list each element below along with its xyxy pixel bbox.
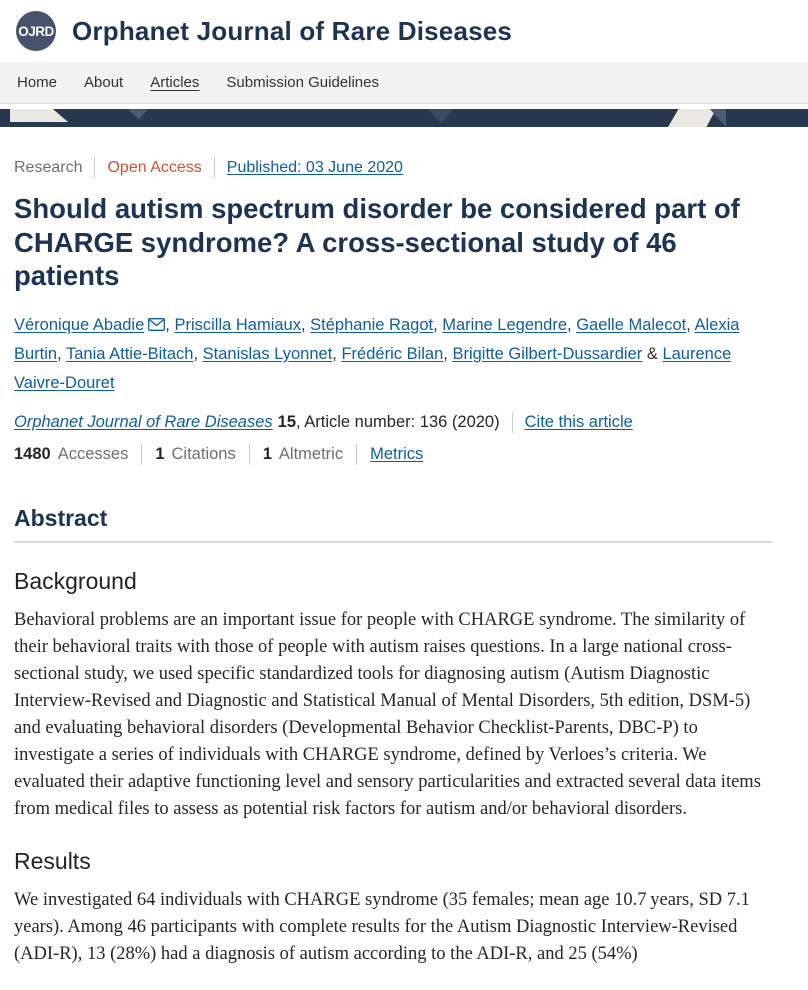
author-link[interactable]: Laurence Vaivre-Douret: [14, 344, 732, 392]
author-separator: ,: [193, 344, 203, 363]
background-paragraph: Behavioral problems are an important issue for people with CHARGE syndrome. The similarity of their behavioral traits with those of people with autism raises questions. In a large national cross-sectional study, we used specific standardized tools for diagnosing autism (Autism Diagnostic Interview-Revised and Diagnostic and Statistical Manual of Mental Disorders, 5th edition, DSM-5) and evaluating behavioral disorders (Developmental Behavior Checklist-Parents, DBC-P) to investigate a series of individuals with CHARGE syndrome, defined by Verloes’s criteria. We evaluated their adaptive functioning level and sensory particularities and extracted several data items from medical files to assess as potential risk factors for autism and/or behavioral disorders.: [14, 609, 761, 819]
divider: [249, 444, 250, 465]
metrics-line: [14, 444, 772, 465]
author-separator: ,: [686, 315, 695, 334]
author-link[interactable]: Priscilla Hamiaux: [174, 315, 301, 334]
journal-name-link[interactable]: Orphanet Journal of Rare Diseases: [14, 412, 273, 431]
citations-label: Citations: [171, 444, 236, 463]
banner-shape-light-right: [668, 109, 716, 127]
accesses-count: 1480: [14, 444, 51, 463]
author: [442, 316, 576, 334]
author: [66, 345, 203, 363]
abstract-heading: Abstract: [14, 504, 108, 531]
author: [14, 316, 174, 334]
author-separator: ,: [165, 315, 175, 334]
author-separator: ,: [443, 344, 453, 363]
journal-logo-text: OJRD: [18, 23, 54, 39]
divider: [512, 412, 513, 433]
author: [203, 345, 342, 363]
background-heading: Background: [14, 567, 137, 594]
author-separator: ,: [300, 315, 311, 334]
journal-logo[interactable]: [16, 11, 56, 51]
article-content: [0, 157, 808, 968]
author-link[interactable]: Brigitte Gilbert-Dussardier: [452, 344, 643, 363]
hero-banner: [0, 109, 808, 127]
citation-line: [14, 412, 772, 433]
author-link[interactable]: Frédéric Bilan: [341, 344, 444, 363]
open-access-label: Open Access: [107, 158, 202, 176]
author: [341, 345, 452, 363]
author-link[interactable]: Véronique Abadie: [14, 315, 145, 334]
banner-shape-light-left: [10, 109, 68, 122]
site-header: [0, 0, 808, 62]
nav-item-articles[interactable]: Articles: [150, 74, 200, 91]
metrics-link[interactable]: Metrics: [370, 444, 424, 463]
article-type-label: Research: [14, 158, 83, 176]
email-envelope-icon[interactable]: [148, 318, 165, 331]
author-link[interactable]: Tania Attie-Bitach: [65, 344, 194, 363]
author-separator: ,: [567, 315, 577, 334]
divider: [214, 157, 215, 178]
author: [452, 345, 662, 363]
author: [310, 316, 442, 334]
accesses-label: Accesses: [57, 444, 129, 463]
author-link[interactable]: Stéphanie Ragot: [310, 315, 434, 334]
abstract-divider: [14, 541, 772, 543]
author: [576, 316, 694, 334]
nav-item-submission-guidelines[interactable]: Submission Guidelines: [226, 74, 379, 91]
altmetric-count: 1: [262, 444, 272, 463]
nav-item-home[interactable]: Home: [17, 74, 58, 91]
cite-this-article-link[interactable]: Cite this article: [524, 412, 633, 431]
divider: [94, 157, 95, 178]
main-nav: [0, 62, 808, 104]
volume-number: 15: [277, 412, 296, 431]
journal-title: Orphanet Journal of Rare Diseases: [72, 15, 513, 46]
author: [174, 316, 310, 334]
article-number-text: , Article number: 136 (2020): [296, 412, 500, 431]
author-link[interactable]: Gaelle Malecot: [576, 315, 687, 334]
banner-shape-slate-triangle-2: [428, 109, 454, 123]
author-separator: ,: [433, 315, 443, 334]
results-paragraph: We investigated 64 individuals with CHARGE syndrome (35 females; mean age 10.7 years, SD 7.1 years). Among 46 participants with complete results for the Autism Diagnostic Interview-Revised (ADI-R), 13 (28%) had a diagnosis of autism according to the ADI-R, and 25 (54%): [14, 889, 754, 964]
author-link[interactable]: Marine Legendre: [442, 315, 568, 334]
divider: [356, 444, 357, 465]
author-separator: &: [642, 344, 663, 363]
published-date-link[interactable]: Published: 03 June 2020: [226, 158, 403, 176]
divider: [141, 444, 142, 465]
author-link[interactable]: Alexia Burtin: [14, 315, 740, 363]
results-heading: Results: [14, 847, 91, 874]
abstract-section: [14, 505, 772, 968]
altmetric-label: Altmetric: [278, 444, 344, 463]
author-list: [14, 311, 770, 398]
article-title: Should autism spectrum disorder be considered part of CHARGE syndrome? A cross-sectional study of 46 patients: [14, 193, 740, 291]
author-separator: ,: [57, 344, 66, 363]
banner-shape-slate-triangle-1: [128, 109, 148, 120]
article-meta-line: [14, 157, 772, 178]
author-separator: ,: [332, 344, 342, 363]
nav-item-about[interactable]: About: [84, 74, 124, 91]
citations-count: 1: [155, 444, 165, 463]
author-link[interactable]: Stanislas Lyonnet: [202, 344, 333, 363]
